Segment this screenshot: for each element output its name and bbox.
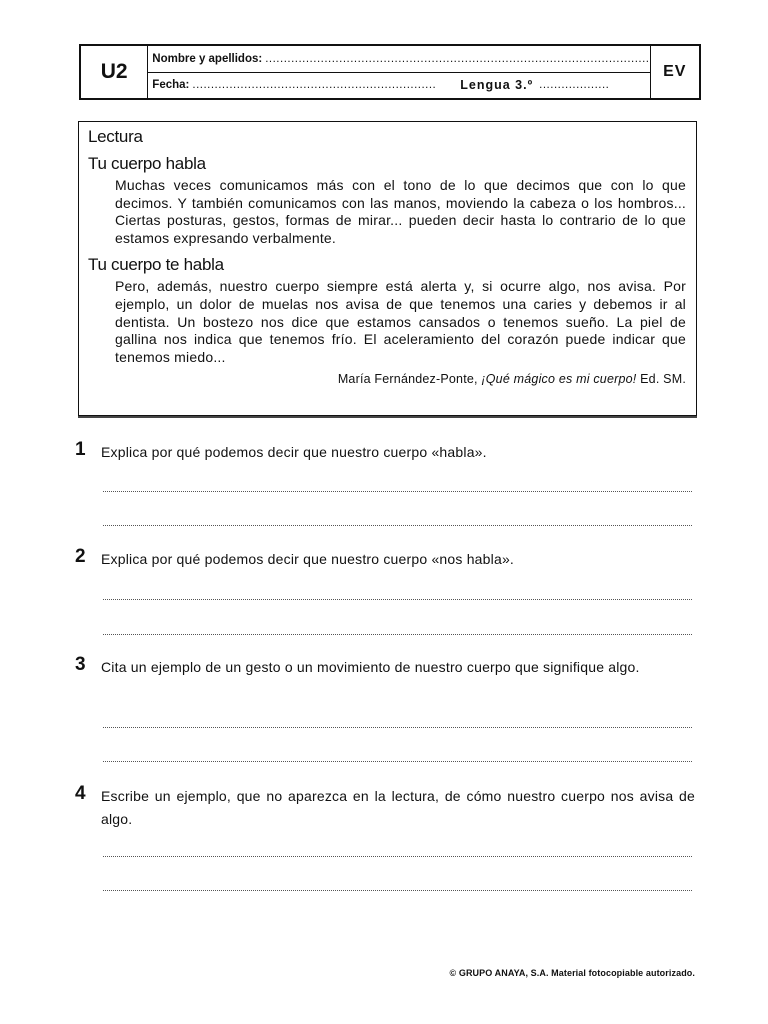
- section-text-1: Muchas veces comunicamos más con el tono de lo que decimos que con lo que decimos. Y también comunicamos con las manos, moviendo la cabeza o los hombros... Ciertas posturas, gestos, formas de mirar... pueden decir hasta lo contrario de lo que estamos expresando verbalmente.: [115, 177, 686, 246]
- answer-line[interactable]: [103, 889, 692, 891]
- question-4: [75, 785, 695, 831]
- question-number: 1: [75, 439, 86, 460]
- reading-title: Lectura: [88, 127, 143, 146]
- name-field[interactable]: ........................................................................................................: [265, 52, 650, 65]
- unit-label: U2: [81, 46, 148, 98]
- question-text: Escribe un ejemplo, que no aparezca en la lectura, de cómo nuestro cuerpo nos avisa de algo.: [101, 788, 695, 827]
- reading-box: [78, 121, 697, 416]
- course-label: Lengua 3.º: [460, 78, 534, 93]
- question-number: 4: [75, 783, 86, 804]
- section-subtitle-1: Tu cuerpo habla: [88, 154, 206, 173]
- citation-author: María Fernández-Ponte,: [337, 372, 478, 387]
- question-number: 3: [75, 654, 86, 675]
- answer-line[interactable]: [103, 598, 692, 600]
- question-text: Explica por qué podemos decir que nuestro cuerpo «habla».: [101, 444, 487, 460]
- student-info: [148, 46, 649, 98]
- course-field[interactable]: ...................: [539, 79, 610, 92]
- citation: [88, 372, 686, 386]
- date-label: Fecha:: [152, 79, 190, 92]
- question-2: [75, 548, 695, 571]
- answer-line[interactable]: [103, 490, 692, 492]
- answer-line[interactable]: [103, 524, 692, 526]
- date-field[interactable]: ..................................................................: [192, 79, 437, 92]
- answer-line[interactable]: [103, 855, 692, 857]
- question-text: Explica por qué podemos decir que nuestro cuerpo «nos habla».: [101, 551, 515, 567]
- citation-publisher: Ed. SM.: [640, 372, 686, 387]
- question-1: [75, 441, 695, 464]
- copyright-footer: © GRUPO ANAYA, S.A. Material fotocopiable autorizado.: [449, 968, 695, 978]
- question-text: Cita un ejemplo de un gesto o un movimiento de nuestro cuerpo que signifique algo.: [101, 659, 640, 675]
- name-label: Nombre y apellidos:: [152, 52, 263, 65]
- answer-line[interactable]: [103, 633, 692, 635]
- worksheet-header: [79, 44, 701, 100]
- question-number: 2: [75, 546, 86, 567]
- date-row: [148, 73, 649, 99]
- question-3: [75, 656, 695, 679]
- name-row: [148, 46, 649, 73]
- answer-line[interactable]: [103, 726, 692, 728]
- section-subtitle-2: Tu cuerpo te habla: [88, 255, 224, 275]
- citation-book: ¡Qué mágico es mi cuerpo!: [481, 372, 637, 387]
- section-text-2: Pero, además, nuestro cuerpo siempre está alerta y, si ocurre algo, nos avisa. Por ejemplo, un dolor de muelas nos avisa de que tenemos una caries y debemos ir al dentista. Un bostezo nos dice que estamos cansados o tenemos sueño. La piel de gallina nos indica que tenemos frío. El aceleramiento del corazón puede indicar que tenemos miedo...: [115, 278, 686, 365]
- evaluation-label: EV: [650, 46, 699, 98]
- answer-line[interactable]: [103, 760, 692, 762]
